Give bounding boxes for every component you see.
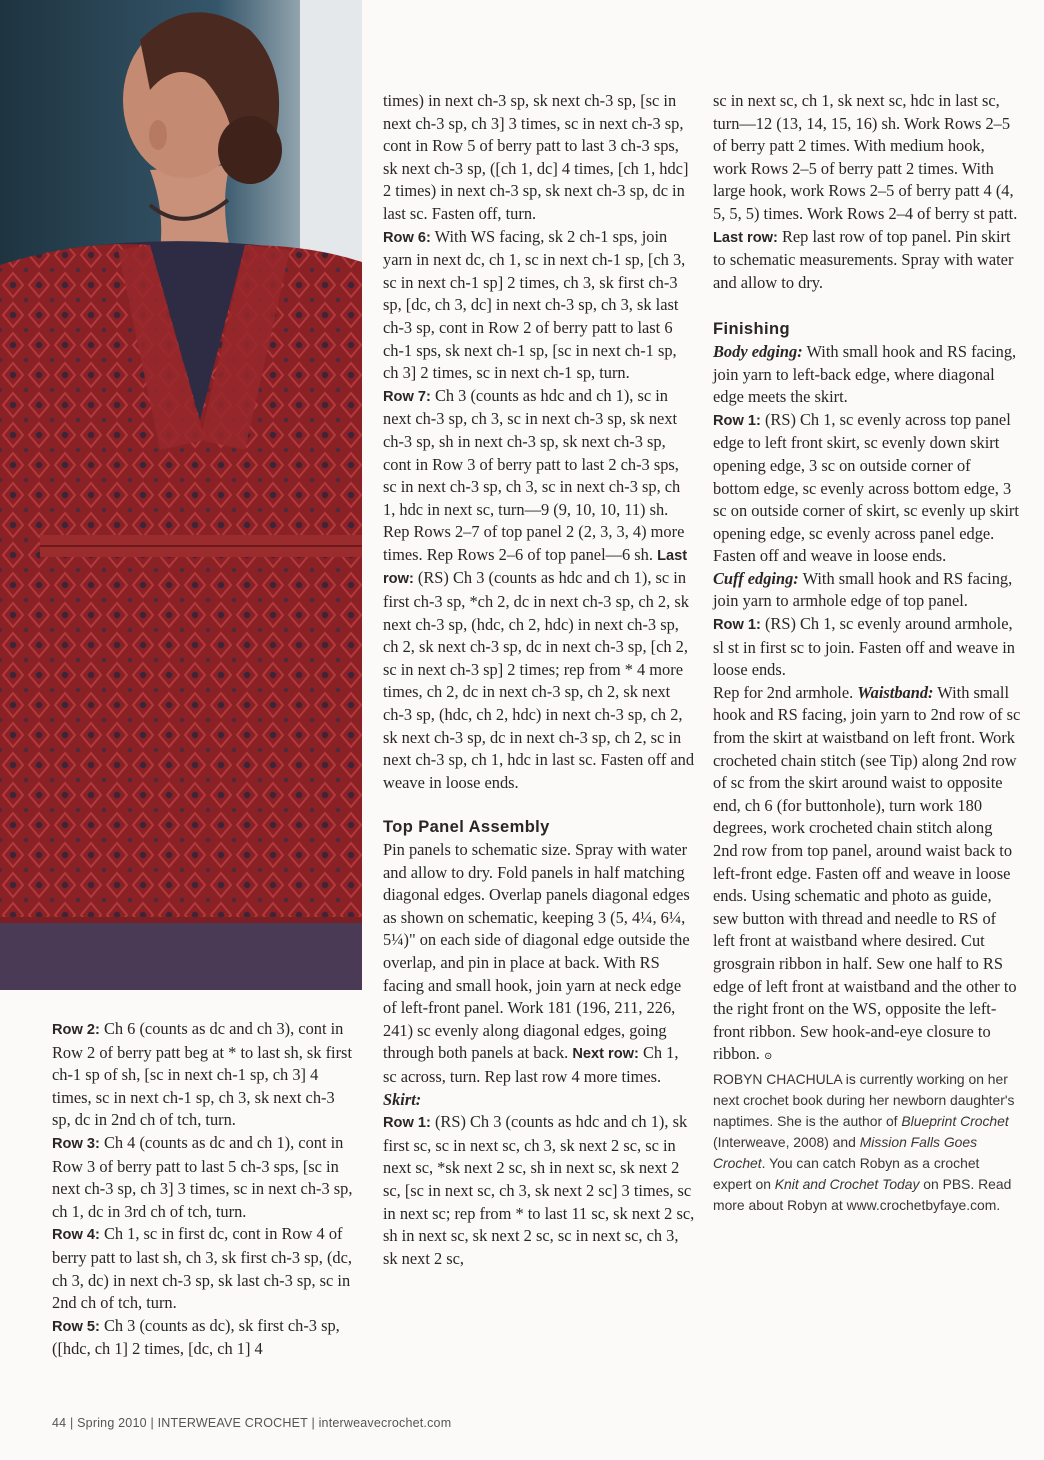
- repeat-paragraph: [383, 521, 695, 794]
- next-row-label: Next row:: [572, 1046, 639, 1063]
- skirt-row1-label: Row 1:: [383, 1115, 431, 1132]
- skirt-continued: sc in next sc, ch 1, sk next sc, hdc in last sc, turn—12 (13, 14, 15, 16) sh. Work Rows 2–5 of berry patt 2 times. With medium hook, work Rows 2–5 of berry patt 2 times. With large hook, work Rows 2–5 of berry patt 4 (4, 5, 5, 5) times. Work Rows 2–4 of berry st patt.: [713, 91, 1018, 223]
- skirt-label: Skirt:: [383, 1089, 422, 1109]
- column-1: [52, 1018, 354, 1361]
- cuff-edging-label: Cuff edging:: [713, 568, 799, 588]
- issue-date: Spring 2010: [77, 1416, 147, 1430]
- bio-text-4: on PBS. Read more about Robyn at www.crochetbyfaye.com.: [713, 1175, 1012, 1213]
- row2-text: Ch 6 (counts as dc and ch 3), cont in Row 2 of berry patt beg at * to last sh, sk first ch-1 sp of sh, [sc in next ch-1 sp, ch 3] 4 times, sc in next ch-1 sp, ch 3, sk next ch-3 sp, dc in 2nd ch of tch, turn.: [52, 1019, 352, 1130]
- row7-text: Ch 3 (counts as hdc and ch 1), sc in next ch-3 sp, ch 3, sc in next ch-3 sp, sk next ch-3 sp, sh in next ch-3 sp, sk next ch-3 sp, cont in Row 3 of berry patt to last 2 ch-3 sps, sc in next ch-3 sp, ch 3, sc in next ch-3 sp, ch 1, hdc in next sc, turn—9 (9, 10, 10, 11) sh.: [383, 385, 681, 519]
- skirt-last-row-label: Last row:: [713, 229, 778, 246]
- garment-photo-illustration: [0, 0, 362, 990]
- skirt-last-row-paragraph: [713, 226, 1021, 295]
- end-mark-icon: ⊙: [764, 1051, 773, 1063]
- row5-text: Ch 3 (counts as dc), sk first ch-3 sp, ([hdc, ch 1] 2 times, [dc, ch 1] 4: [52, 1315, 340, 1359]
- repeat-text: Rep Rows 2–7 of top panel 2 (2, 3, 3, 4) more times. Rep Rows 2–6 of top panel—6 sh.: [383, 522, 685, 564]
- waistband-paragraph: [713, 682, 1021, 1069]
- body-row1-text: (RS) Ch 1, sc evenly across top panel edge to left front skirt, sc evenly down skirt opening edge, 3 sc on outside corner of bottom edge, sc evenly across bottom edge, 3 sc on outside corner of skirt, sc evenly up skirt opening edge, sc evenly across panel edge. Fasten off and weave in loose ends.: [713, 409, 1019, 566]
- magazine-url: interweavecrochet.com: [318, 1416, 452, 1430]
- skirt-last-row-text: Rep last row of top panel. Pin skirt to schematic measurements. Spray with water and allow to dry.: [713, 226, 1014, 292]
- repeat-armhole-text: Rep for 2nd armhole.: [713, 682, 858, 702]
- row5-paragraph: [52, 1315, 354, 1361]
- author-bio: [713, 1069, 1021, 1216]
- row6-label: Row 6:: [383, 229, 431, 246]
- row5-label: Row 5:: [52, 1318, 100, 1335]
- cuff-row1-paragraph: [713, 613, 1021, 682]
- bio-show: Knit and Crochet Today: [774, 1175, 920, 1192]
- body-row1-label: Row 1:: [713, 412, 761, 429]
- page-footer: [52, 1416, 451, 1430]
- row3-text: Ch 4 (counts as dc and ch 1), cont in Row 3 of berry patt to last 5 ch-3 sps, [sc in next ch-3 sp, ch 3] 3 times, sc in next ch-3 sp, ch 1, dc in 3rd ch of tch, turn.: [52, 1132, 353, 1221]
- footer-separator-1: |: [70, 1416, 74, 1430]
- bio-text-1: ROBYN CHACHULA is currently working on her next crochet book during her newborn daughter's naptimes. She is the author of: [713, 1070, 1015, 1129]
- column-3: [713, 90, 1021, 1216]
- bio-text-2: (Interweave, 2008) and: [713, 1133, 860, 1150]
- row6-paragraph: [383, 226, 695, 385]
- body-edging-paragraph: [713, 341, 1021, 409]
- row4-paragraph: [52, 1223, 354, 1314]
- cuff-edging-paragraph: [713, 568, 1021, 613]
- row7-label: Row 7:: [383, 388, 431, 405]
- section-heading-finishing: Finishing: [713, 320, 790, 339]
- bio-text-3: . You can catch Robyn as a crochet expert on: [713, 1154, 980, 1192]
- last-row-text: (RS) Ch 3 (counts as hdc and ch 1), sc in first ch-3 sp, *ch 2, dc in next ch-3 sp, ch 2, sk next ch-3 sp, (hdc, ch 2, hdc) in next ch-3 sp, ch 2, sk next ch-3 sp, dc in next ch-3 sp, [ch 2, sc in next ch-3 sp] 2 times; rep from * 4 more times, ch 2, dc in next ch-3 sp, ch 2, sk next ch-3 sp, (hdc, ch 2, hdc) in next ch-3 sp, ch 2, sk next ch-3 sp, dc in next ch-3 sp, ch 2, sc in next ch-3 sp, ch 1, hdc in last sc. Fasten off and weave in loose ends.: [383, 568, 695, 792]
- garment-photo: [0, 0, 362, 990]
- cuff-row1-text: (RS) Ch 1, sc evenly around armhole, sl st in first sc to join. Fasten off and weave in loose ends.: [713, 614, 1015, 680]
- row3-label: Row 3:: [52, 1135, 100, 1152]
- footer-separator-3: |: [311, 1416, 315, 1430]
- row7-paragraph: [383, 385, 695, 522]
- body-edging-text: With small hook and RS facing, join yarn to left-back edge, where diagonal edge meets the skirt.: [713, 341, 1017, 407]
- section-heading-top-panel-assembly: Top Panel Assembly: [383, 818, 550, 837]
- footer-separator-2: |: [150, 1416, 154, 1430]
- last-row-label: Last row:: [383, 547, 688, 588]
- assembly-text: Pin panels to schematic size. Spray with water and allow to dry. Fold panels in half matching diagonal edges. Overlap panels diagonal edges as shown on schematic, keeping 3 (5, 4¼, 6¼, 5¼)" on each side of diagonal edge outside the overlap, and pin in place at back. With RS facing and small hook, join yarn at neck edge of left-front panel. Work 181 (196, 211, 226, 241) sc evenly along diagonal edges, going through both panels at back.: [383, 840, 690, 1063]
- skirt-row1-text: (RS) Ch 3 (counts as hdc and ch 1), sk first sc, sc in next sc, ch 3, sk next 2 sc, sc in next sc, *sk next 2 sc, sh in next sc, sk next 2 sc, [sc in next sc, ch 3, sk next 2 sc] 3 times, sc in next sc; rep from * to last 11 sc, sk next 2 sc, sh in next sc, sk next 2 sc, sc in next sc, ch 3, sk next 2 sc,: [383, 1112, 695, 1268]
- cuff-edging-text: With small hook and RS facing, join yarn to armhole edge of top panel.: [713, 568, 1013, 611]
- waistband-text: With small hook and RS facing, join yarn to 2nd row of sc from the skirt at waistband on left front. Work crocheted chain stitch (see Tip) along 2nd row of sc from the skirt around waist to opposite end, ch 6 (for buttonhole), turn work 180 degrees, work crocheted chain stitch along 2nd row from top panel, around waist back to left-front edge. Fasten off and weave in loose ends. Using schematic and photo as guide, sew button with thread and needle to RS of left front at waistband where desired. Cut grosgrain ribbon in half. Sew one half to RS edge of left front at waistband and the other to the right front on the WS, opposite the left-front ribbon. Sew hook-and-eye closure to ribbon.: [713, 682, 1021, 1064]
- column-2: [383, 90, 695, 1270]
- row4-text: Ch 1, sc in first dc, cont in Row 4 of berry patt to last sh, ch 3, sk first ch-3 sp, (dc, ch 3, dc) in next ch-3 sp, sk last ch-3 sp, sc in 2nd ch of tch, turn.: [52, 1224, 352, 1313]
- magazine-name: INTERWEAVE CROCHET: [157, 1416, 308, 1430]
- assembly-paragraph: [383, 839, 695, 1111]
- bio-book-1: Blueprint Crochet: [901, 1112, 1009, 1129]
- row2-label: Row 2:: [52, 1022, 100, 1038]
- row3-paragraph: [52, 1132, 354, 1223]
- row2-paragraph: [52, 1018, 354, 1132]
- row6-text: With WS facing, sk 2 ch-1 sps, join yarn in next dc, ch 1, sc in next ch-1 sp, [ch 3, sc in next ch-1 sp] 2 times, ch 3, sk first ch-3 sp, [dc, ch 3, dc] in next ch-3 sp, ch 3, sk last ch-3 sp, cont in Row 2 of berry patt to last 6 ch-1 sps, sk next ch-1 sp, [sc in next ch-1 sp, ch 3] 2 times, sc in next ch-1 sp, turn.: [383, 226, 686, 383]
- page-number: 44: [52, 1416, 67, 1430]
- skirt-row1-paragraph: [383, 1111, 695, 1270]
- bio-book-2: Mission Falls Goes Crochet: [713, 1133, 978, 1171]
- row4-label: Row 4:: [52, 1227, 100, 1244]
- next-row-text: Ch 1, sc across, turn. Rep last row 4 more times.: [383, 1043, 679, 1086]
- body-row1-paragraph: [713, 409, 1021, 568]
- cuff-row1-label: Row 1:: [713, 617, 761, 634]
- waistband-label: Waistband:: [857, 682, 934, 702]
- row5-continued: times) in next ch-3 sp, sk next ch-3 sp, [sc in next ch-3 sp, ch 3] 3 times, sc in next ch-3 sp, cont in Row 5 of berry patt to last 3 ch-3 sps, sk next ch-3 sp, ([ch 1, dc] 4 times, [ch 1, hdc] 2 times) in next ch-3 sp, sk next ch-3 sp, dc in last sc. Fasten off, turn.: [383, 91, 689, 223]
- body-edging-label: Body edging:: [713, 341, 803, 361]
